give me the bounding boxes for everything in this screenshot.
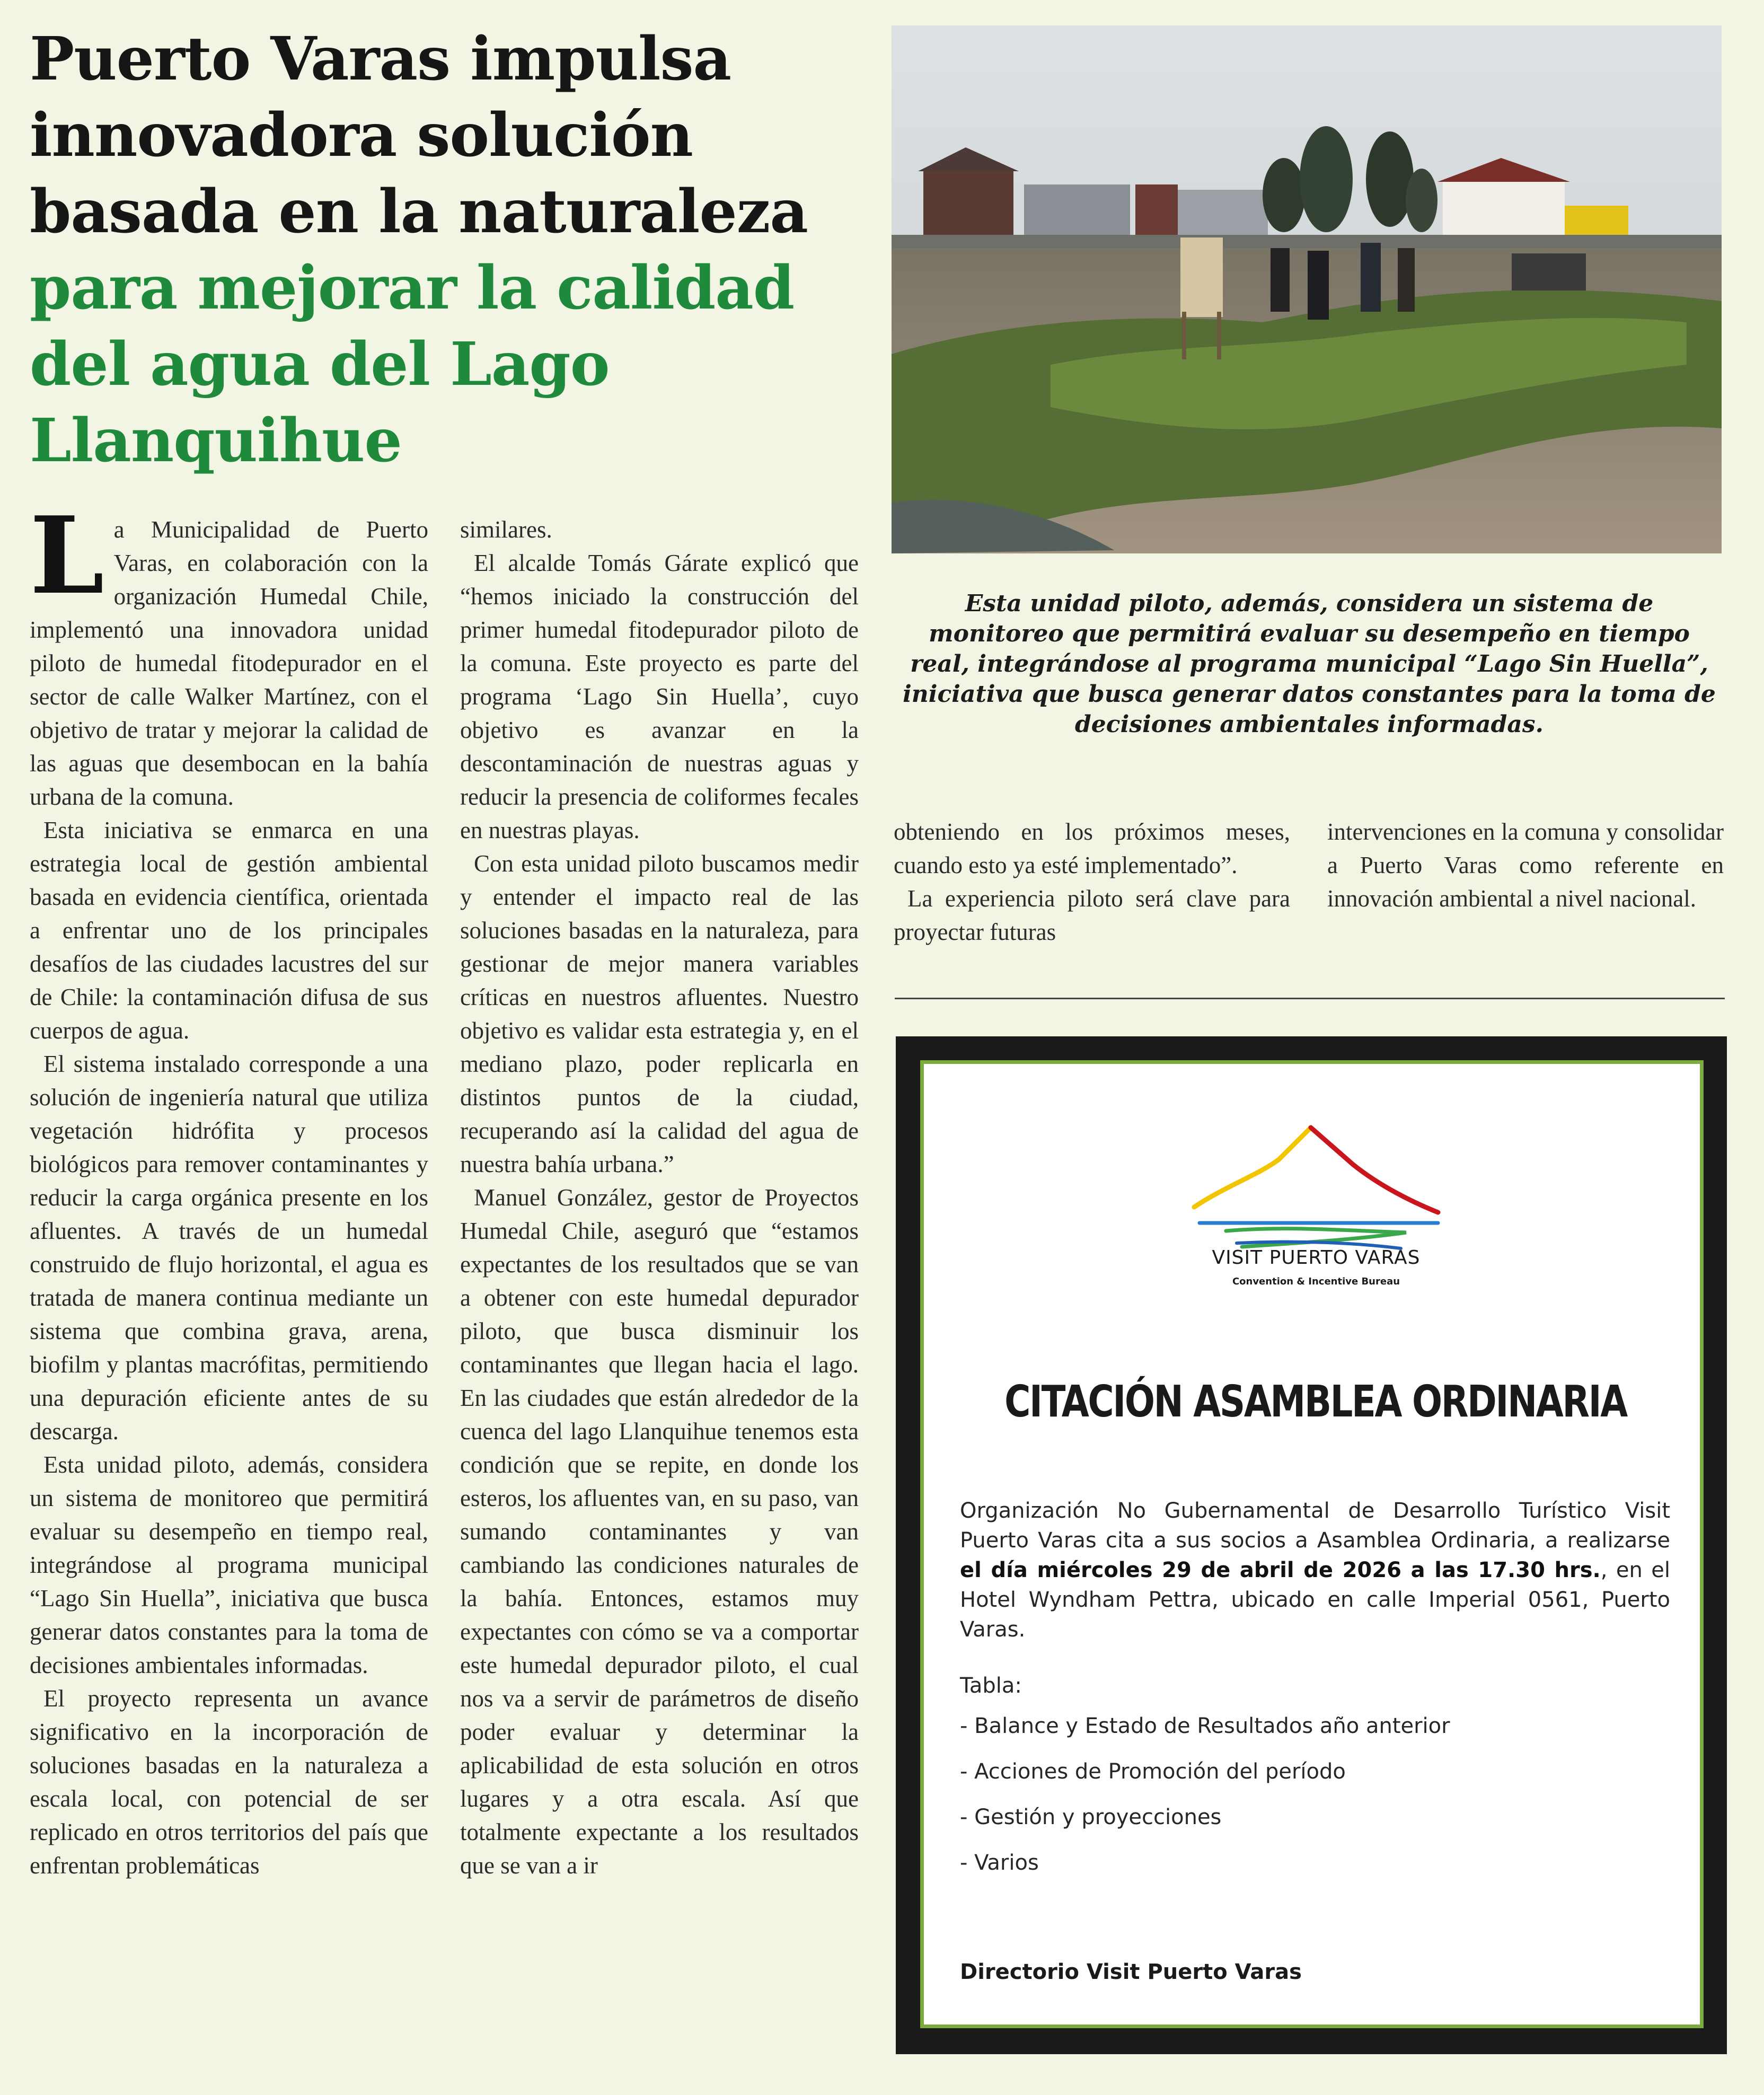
agenda xyxy=(960,1674,1670,1896)
headline-sub: para mejorar la calidad del agua del Lago Llanquihue xyxy=(30,253,795,476)
wetland-photo-illustration xyxy=(892,25,1722,553)
notice-title: CITACIÓN ASAMBLEA ORDINARIA xyxy=(1004,1377,1627,1427)
signature: Directorio Visit Puerto Varas xyxy=(960,1960,1302,1984)
paragraph: La experiencia piloto será clave para proyectar futuras xyxy=(894,885,1290,945)
article-column-2 xyxy=(460,513,859,1882)
article-column-1 xyxy=(30,494,428,1882)
article-column-4 xyxy=(1327,815,1724,916)
brand-tagline: Convention & Incentive Bureau xyxy=(1232,1276,1400,1287)
paragraph: El alcalde Tomás Gárate explicó que “hemos iniciado la construcción del primer humedal fitodepurador piloto de la comuna. Este proyecto es parte del programa ‘Lago Sin Huella’, cuyo objetivo es avanzar en la descontaminación de nuestras aguas y reducir la presencia de coliformes fecales en nuestras playas. xyxy=(460,550,859,843)
headline-main: Puerto Varas impulsa innovadora solución basada en la naturaleza xyxy=(30,24,808,247)
photo-caption: Esta unidad piloto, además, considera un sistema de monitoreo que permitirá evaluar su desempeño en tiempo real, integrándose al programa municipal “Lago Sin Huella”, iniciativa que busca generar datos constantes para la toma de decisiones ambientales informadas. xyxy=(903,590,1716,738)
paragraph: Esta unidad piloto, además, considera un sistema de monitoreo que permitirá evaluar su desempeño en tiempo real, integrándose al programa municipal “Lago Sin Huella”, iniciativa que busca generar datos constantes para la toma de decisiones ambientales informadas. xyxy=(30,1451,428,1678)
paragraph: Manuel González, gestor de Proyectos Humedal Chile, aseguró que “estamos expectantes de los resultados que se van a obtener con este humedal depurador piloto, que busca disminuir los contaminantes que llegan hacia el lago. En las ciudades que están alrededor de la cuenca del lago Llanquihue tenemos esta condición que se repite, en donde los esteros, los afluentes van, en su paso, van sumando contaminantes y van cambiando las condiciones naturales de la bahía. Entonces, estamos muy expectantes con cómo se va a comportar este humedal depurador piloto, el cual nos va a servir de parámetros de diseño poder evaluar y determinar la aplicabilidad de esta solución en otros lugares y a otra escala. Así que totalmente expectante a los resultados que se van a ir xyxy=(460,1184,859,1879)
paragraph: obteniendo en los próximos meses, cuando esto ya esté implementado”. xyxy=(894,818,1290,878)
notice-body-intro: Organización No Gubernamental de Desarrollo Turístico Visit Puerto Varas cita a sus socios a Asamblea Ordinaria, a realizarse xyxy=(960,1499,1670,1553)
agenda-item: - Balance y Estado de Resultados año anterior xyxy=(960,1714,1450,1738)
paragraph: similares. xyxy=(460,516,552,543)
notice-body-location: , en el Hotel Wyndham Pettra, ubicado en calle Imperial 0561, Puerto Varas. xyxy=(960,1558,1671,1642)
agenda-item: - Gestión y proyecciones xyxy=(960,1805,1222,1829)
headline xyxy=(30,21,857,479)
paragraph: Esta iniciativa se enmarca en una estrategia local de gestión ambiental basada en evidencia científica, orientada a enfrentar uno de los principales desafíos de las ciudades lacustres del sur de Chile: la contaminación difusa de sus cuerpos de agua. xyxy=(30,817,428,1044)
section-divider xyxy=(895,998,1725,999)
paragraph: intervenciones en la comuna y consolidar a Puerto Varas como referente en innovación ambiental a nivel nacional. xyxy=(1327,818,1724,912)
paragraph: El sistema instalado corresponde a una solución de ingeniería natural que utiliza vegetación hidrófita y procesos biológicos para remover contaminantes y reducir la carga orgánica presente en los afluentes. A través de un humedal construido de flujo horizontal, el agua es tratada de manera continua mediante un sistema que combina grava, arena, biofilm y plantas macrófitas, permitiendo una depuración eficiente antes de su descarga. xyxy=(30,1051,428,1445)
paragraph: a Municipalidad de Puerto Varas, en colaboración con la organización Humedal Chile, implementó una innovadora unidad piloto de humedal fitodepurador en el sector de calle Walker Martínez, con el objetivo de tratar y mejorar la calidad de las aguas que desembocan en la bahía urbana de la comuna. xyxy=(30,516,428,810)
drop-cap: L xyxy=(30,494,104,618)
article-column-3 xyxy=(894,815,1290,949)
agenda-item: - Varios xyxy=(960,1851,1039,1875)
brand-name: VISIT PUERTO VARAS xyxy=(1212,1247,1421,1269)
paragraph: Con esta unidad piloto buscamos medir y entender el impacto real de las soluciones basadas en la naturaleza, para gestionar de mejor manera variables críticas en nuestros afluentes. Nuestro objetivo es validar esta estrategia y, en el mediano plazo, poder replicarla en distintos puntos de la ciudad, recuperando así la calidad del agua de nuestra bahía urbana.” xyxy=(460,850,859,1177)
visit-puerto-varas-logo-icon xyxy=(1178,1117,1454,1297)
article-photo xyxy=(892,25,1722,553)
notice-body xyxy=(960,1496,1670,1644)
agenda-item: - Acciones de Promoción del período xyxy=(960,1759,1346,1784)
ad-notice xyxy=(920,1060,1704,2028)
agenda-label: Tabla: xyxy=(960,1674,1022,1698)
paragraph: El proyecto representa un avance significativo en la incorporación de soluciones basadas en la naturaleza a escala local, con potencial de ser replicado en otros territorios del país que enfrentan problemáticas xyxy=(30,1685,428,1879)
notice-date: el día miércoles 29 de abril de 2026 a las 17.30 hrs. xyxy=(960,1558,1601,1582)
